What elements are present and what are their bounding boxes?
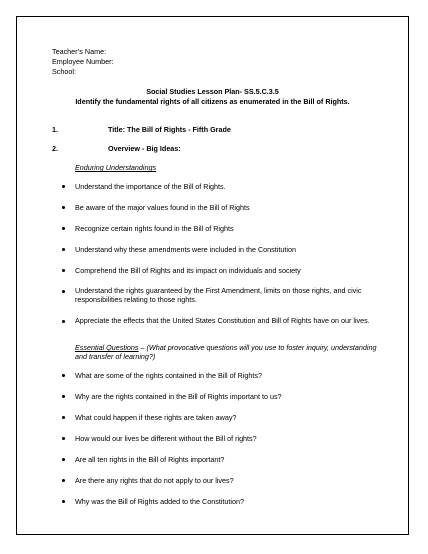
- essential-questions-intro: [75, 343, 383, 361]
- employee-number-label: Employee Number:: [52, 57, 114, 66]
- lesson-plan-standard: Identify the fundamental rights of all citizens as enumerated in the Bill of Rights.: [75, 97, 350, 106]
- essential-questions-note: – (What provocative questions will you use to foster inquiry, understanding and transfer of learning?): [75, 343, 377, 361]
- question-item: What could happen if these rights are taken away?: [75, 413, 237, 422]
- bullet-icon: [62, 185, 65, 188]
- question-item: Why are the rights contained in the Bill of Rights important to us?: [75, 392, 282, 401]
- bullet-icon: [62, 395, 65, 398]
- essential-questions-heading: Essential Questions: [75, 343, 139, 352]
- enduring-item: Be aware of the major values found in the Bill of Rights: [75, 203, 250, 212]
- bullet-icon: [62, 320, 65, 323]
- section-title-2: Overview - Big Ideas:: [108, 144, 181, 153]
- bullet-icon: [62, 479, 65, 482]
- question-item: Why was the Bill of Rights added to the Constitution?: [75, 497, 244, 506]
- enduring-item: Understand why these amendments were included in the Constitution: [75, 245, 296, 254]
- enduring-item: Comprehend the Bill of Rights and its impact on individuals and society: [75, 266, 301, 275]
- bullet-icon: [62, 374, 65, 377]
- question-item: Are there any rights that do not apply to our lives?: [75, 476, 234, 485]
- bullet-icon: [62, 227, 65, 230]
- section-number-2: 2.: [52, 144, 58, 153]
- enduring-item: Appreciate the effects that the United States Constitution and Bill of Rights have on our lives.: [75, 316, 370, 325]
- bullet-icon: [62, 458, 65, 461]
- bullet-icon: [62, 206, 65, 209]
- school-label: School:: [52, 67, 76, 76]
- question-item: Are all ten rights in the Bill of Rights important?: [75, 455, 225, 464]
- bullet-icon: [62, 500, 65, 503]
- lesson-plan-title: Social Studies Lesson Plan- SS.5.C.3.5: [146, 87, 279, 96]
- section-number-1: 1.: [52, 125, 58, 134]
- enduring-item: Recognize certain rights found in the Bill of Rights: [75, 224, 234, 233]
- bullet-icon: [62, 269, 65, 272]
- enduring-item: Understand the importance of the Bill of Rights.: [75, 182, 226, 191]
- bullet-icon: [62, 290, 65, 293]
- question-item: How would our lives be different without the Bill of rights?: [75, 434, 257, 443]
- enduring-item: Understand the rights guaranteed by the First Amendment, limits on those rights, and civic responsibilities relating to those rights.: [75, 286, 362, 304]
- question-item: What are some of the rights contained in the Bill of Rights?: [75, 371, 262, 380]
- teacher-name-label: Teacher’s Name:: [52, 47, 107, 56]
- bullet-icon: [62, 437, 65, 440]
- section-title-1: Title: The Bill of Rights - Fifth Grade: [108, 125, 231, 134]
- enduring-understandings-heading: Enduring Understandings: [75, 163, 157, 172]
- bullet-icon: [62, 248, 65, 251]
- bullet-icon: [62, 416, 65, 419]
